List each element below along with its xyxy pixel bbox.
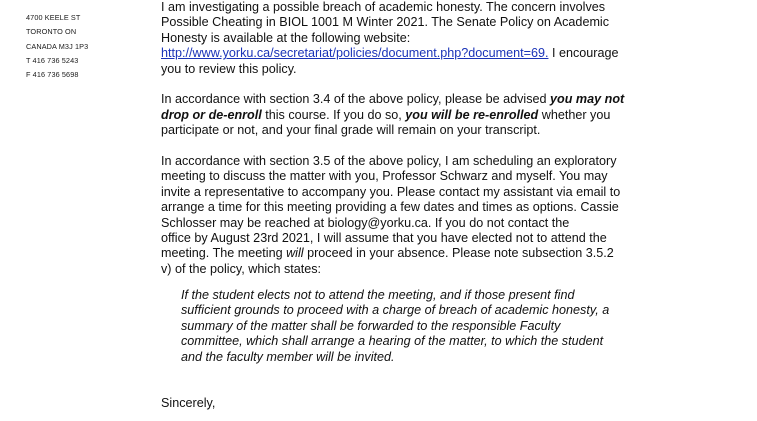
para3-line1: In accordance with section 3.5 of the above policy, I am scheduling an exploratory <box>161 154 617 169</box>
address-phone: T 416 736 5243 <box>26 55 79 65</box>
para3-line6: office by August 23rd 2021, I will assume that you have elected not to attend the <box>161 231 607 246</box>
quote-line5: and the faculty member will be invited. <box>181 349 395 364</box>
para2-line1-a: In accordance with section 3.4 of the above policy, please be advised <box>161 92 551 107</box>
quote-line3: summary of the matter shall be forwarded to the responsible Faculty <box>181 318 561 333</box>
paragraph-enrollment <box>161 92 651 138</box>
closing-salutation: Sincerely, <box>161 396 216 410</box>
policy-quote <box>181 288 651 365</box>
para3-line7 <box>161 246 651 261</box>
para3-line4: arrange a time for this meeting providing a few dates and times as options. Cassie <box>161 200 619 215</box>
policy-link[interactable]: http://www.yorku.ca/secretariat/policies/document.php?document=69. <box>161 46 549 61</box>
para2-line1 <box>161 92 651 107</box>
para3-line7-c: proceed in your absence. Please note subsection 3.5.2 <box>303 246 614 261</box>
para2-line3: participate or not, and your final grade will remain on your transcript. <box>161 123 541 138</box>
quote-line4: committee, which shall arrange a hearing of the matter, to which the student <box>181 334 604 349</box>
para3-line7-a: meeting. The meeting <box>161 246 287 261</box>
address-street: 4700 KEELE ST <box>26 13 81 22</box>
para3-line8: v) of the policy, which states: <box>161 261 322 276</box>
para3-line2: meeting to discuss the matter with you, Professor Schwarz and myself. You may <box>161 169 608 184</box>
paragraph-meeting <box>161 154 651 277</box>
sender-address <box>26 11 136 82</box>
para2-emphasis-reenrolled: you will be re-enrolled <box>405 107 539 122</box>
para1-line1: I am investigating a possible breach of academic honesty. The concern involves <box>161 0 606 14</box>
para2-line2 <box>161 108 651 123</box>
para1-line4-tail: I encourage <box>548 46 619 61</box>
para1-line2: Possible Cheating in BIOL 1001 M Winter 2021. The Senate Policy on Academic <box>161 15 610 30</box>
quote-line2: sufficient grounds to proceed with a charge of breach of academic honesty, a <box>181 303 610 318</box>
para1-line4 <box>161 46 651 61</box>
para2-emphasis-may-not: you may not <box>550 92 625 107</box>
paragraph-investigation <box>161 0 651 77</box>
para3-line5: Schlosser may be reached at biology@yorku.ca. If you do not contact the <box>161 215 570 230</box>
address-fax: F 416 736 5698 <box>26 70 79 80</box>
para2-line2-d: whether you <box>538 107 611 122</box>
address-city: TORONTO ON <box>26 27 77 37</box>
address-country-postal: CANADA M3J 1P3 <box>26 41 89 51</box>
para1-line3: Honesty is available at the following website: <box>161 30 411 45</box>
para3-emphasis-will: will <box>286 246 304 261</box>
quote-line1: If the student elects not to attend the meeting, and if those present find <box>181 288 575 302</box>
letter-body <box>161 0 651 277</box>
para3-line3: invite a representative to accompany you. Please contact my assistant via email to <box>161 184 621 199</box>
para2-line2-b: this course. If you do so, <box>261 107 406 122</box>
para1-line5: you to review this policy. <box>161 61 297 76</box>
para2-emphasis-drop: drop or de-enroll <box>161 107 262 122</box>
